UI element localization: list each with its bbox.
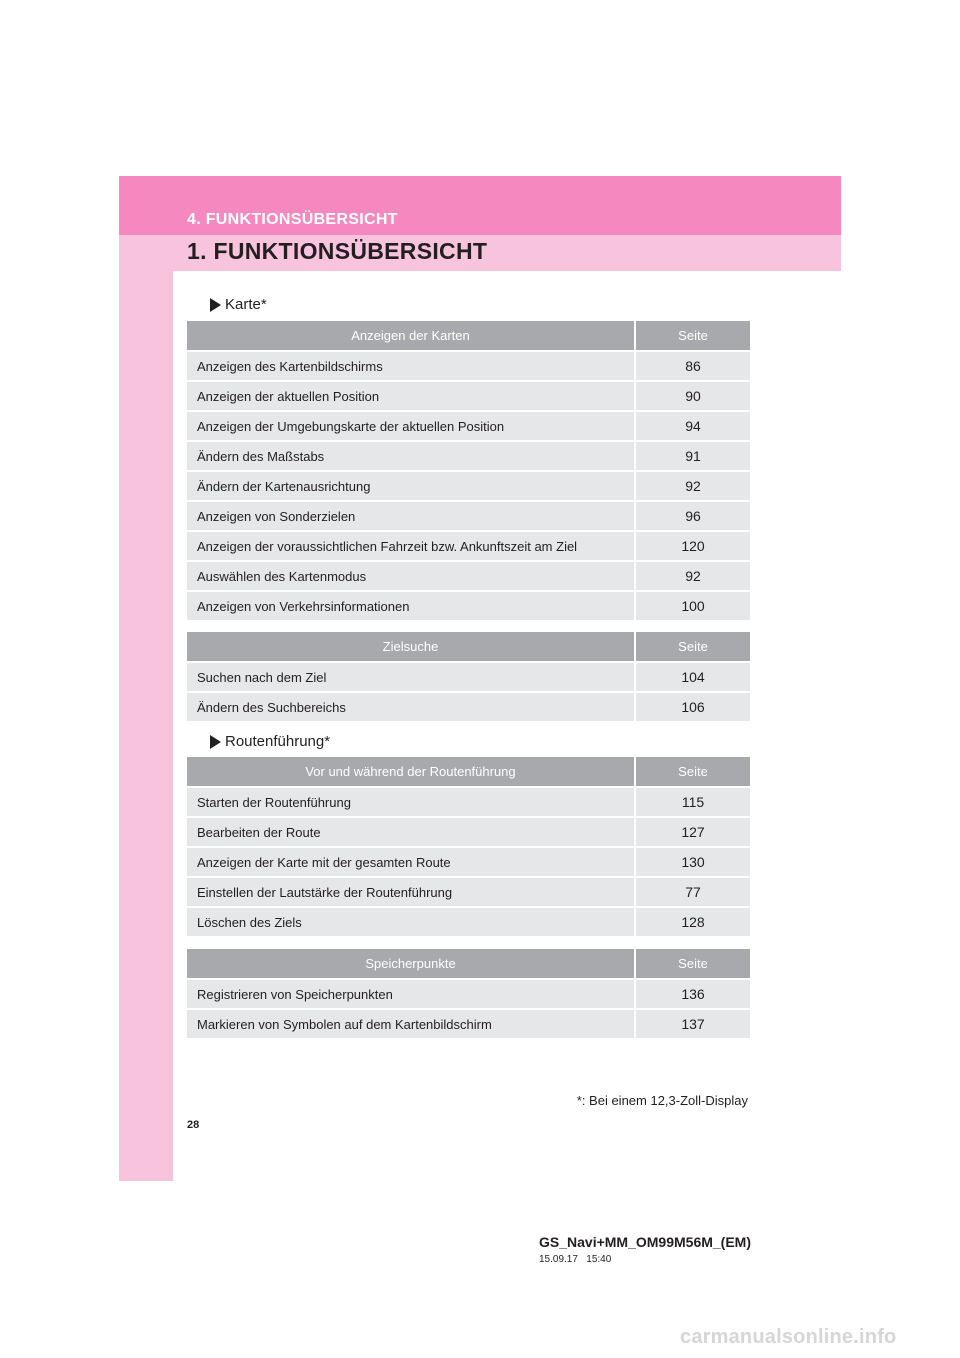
- page-reference: 90: [635, 381, 750, 411]
- row-label: Markieren von Symbolen auf dem Kartenbildschirm: [187, 1009, 635, 1038]
- row-label: Löschen des Ziels: [187, 907, 635, 936]
- table-row: [187, 561, 750, 591]
- table-routenfuehrung: [187, 757, 750, 936]
- document-code: GS_Navi+MM_OM99M56M_(EM): [539, 1234, 752, 1250]
- column-header-topic: Zielsuche: [187, 632, 635, 662]
- chapter-title: 1. FUNKTIONSÜBERSICHT: [187, 238, 488, 264]
- table-zielsuche: [187, 632, 750, 721]
- table-row: [187, 1009, 750, 1038]
- page-reference: 86: [635, 351, 750, 381]
- row-label: Ändern des Suchbereichs: [187, 692, 635, 721]
- column-header-page: Seite: [635, 949, 750, 979]
- row-label: Bearbeiten der Route: [187, 817, 635, 847]
- table-row: [187, 907, 750, 936]
- table-row: [187, 817, 750, 847]
- group-heading-karte: [210, 296, 267, 313]
- page-reference: 104: [635, 662, 750, 692]
- watermark: carmanualsonline.info: [680, 1326, 897, 1348]
- row-label: Suchen nach dem Ziel: [187, 662, 635, 692]
- group-heading-label: Routenführung*: [225, 733, 331, 750]
- table-row: [187, 441, 750, 471]
- column-header-topic: Vor und während der Routenführung: [187, 757, 635, 787]
- page-reference: 130: [635, 847, 750, 877]
- table-row: [187, 979, 750, 1009]
- column-header-page: Seite: [635, 757, 750, 787]
- table-header-row: [187, 757, 750, 787]
- table-row: [187, 471, 750, 501]
- table-speicherpunkte: [187, 949, 750, 1038]
- page-reference: 106: [635, 692, 750, 721]
- table-row: [187, 591, 750, 620]
- page-reference: 91: [635, 441, 750, 471]
- row-label: Starten der Routenführung: [187, 787, 635, 817]
- footnote: *: Bei einem 12,3-Zoll-Display: [576, 1093, 748, 1108]
- group-heading-label: Karte*: [225, 296, 267, 313]
- section-label: 4. FUNKTIONSÜBERSICHT: [187, 211, 398, 228]
- page-reference: 137: [635, 1009, 750, 1038]
- row-label: Anzeigen der voraussichtlichen Fahrzeit bzw. Ankunftszeit am Ziel: [187, 531, 635, 561]
- page-reference: 136: [635, 979, 750, 1009]
- group-heading-routenfuehrung: [210, 733, 330, 750]
- triangle-bullet-icon: [210, 735, 221, 749]
- row-label: Anzeigen von Sonderzielen: [187, 501, 635, 531]
- page-reference: 94: [635, 411, 750, 441]
- table-row: [187, 411, 750, 441]
- page-reference: 128: [635, 907, 750, 936]
- row-label: Registrieren von Speicherpunkten: [187, 979, 635, 1009]
- page-reference: 92: [635, 471, 750, 501]
- column-header-topic: Speicherpunkte: [187, 949, 635, 979]
- page-reference: 120: [635, 531, 750, 561]
- table-header-row: [187, 949, 750, 979]
- row-label: Anzeigen des Kartenbildschirms: [187, 351, 635, 381]
- row-label: Einstellen der Lautstärke der Routenführung: [187, 877, 635, 907]
- column-header-topic: Anzeigen der Karten: [187, 321, 635, 351]
- row-label: Anzeigen von Verkehrsinformationen: [187, 591, 635, 620]
- document-timestamp: 15.09.17 15:40: [539, 1254, 612, 1265]
- page-reference: 127: [635, 817, 750, 847]
- table-row: [187, 662, 750, 692]
- column-header-page: Seite: [635, 321, 750, 351]
- row-label: Anzeigen der Karte mit der gesamten Route: [187, 847, 635, 877]
- triangle-bullet-icon: [210, 298, 221, 312]
- row-label: Ändern des Maßstabs: [187, 441, 635, 471]
- page-reference: 100: [635, 591, 750, 620]
- page-reference: 115: [635, 787, 750, 817]
- column-header-page: Seite: [635, 632, 750, 662]
- table-row: [187, 351, 750, 381]
- table-row: [187, 877, 750, 907]
- row-label: Auswählen des Kartenmodus: [187, 561, 635, 591]
- row-label: Anzeigen der aktuellen Position: [187, 381, 635, 411]
- table-row: [187, 692, 750, 721]
- table-row: [187, 847, 750, 877]
- side-margin-strip: [119, 271, 173, 1181]
- page-reference: 96: [635, 501, 750, 531]
- page-reference: 92: [635, 561, 750, 591]
- table-row: [187, 531, 750, 561]
- table-row: [187, 381, 750, 411]
- table-header-row: [187, 632, 750, 662]
- table-anzeigen-der-karten: [187, 321, 750, 620]
- table-row: [187, 501, 750, 531]
- page-number: 28: [187, 1119, 200, 1131]
- table-row: [187, 787, 750, 817]
- row-label: Ändern der Kartenausrichtung: [187, 471, 635, 501]
- page-reference: 77: [635, 877, 750, 907]
- row-label: Anzeigen der Umgebungskarte der aktuellen Position: [187, 411, 635, 441]
- table-header-row: [187, 321, 750, 351]
